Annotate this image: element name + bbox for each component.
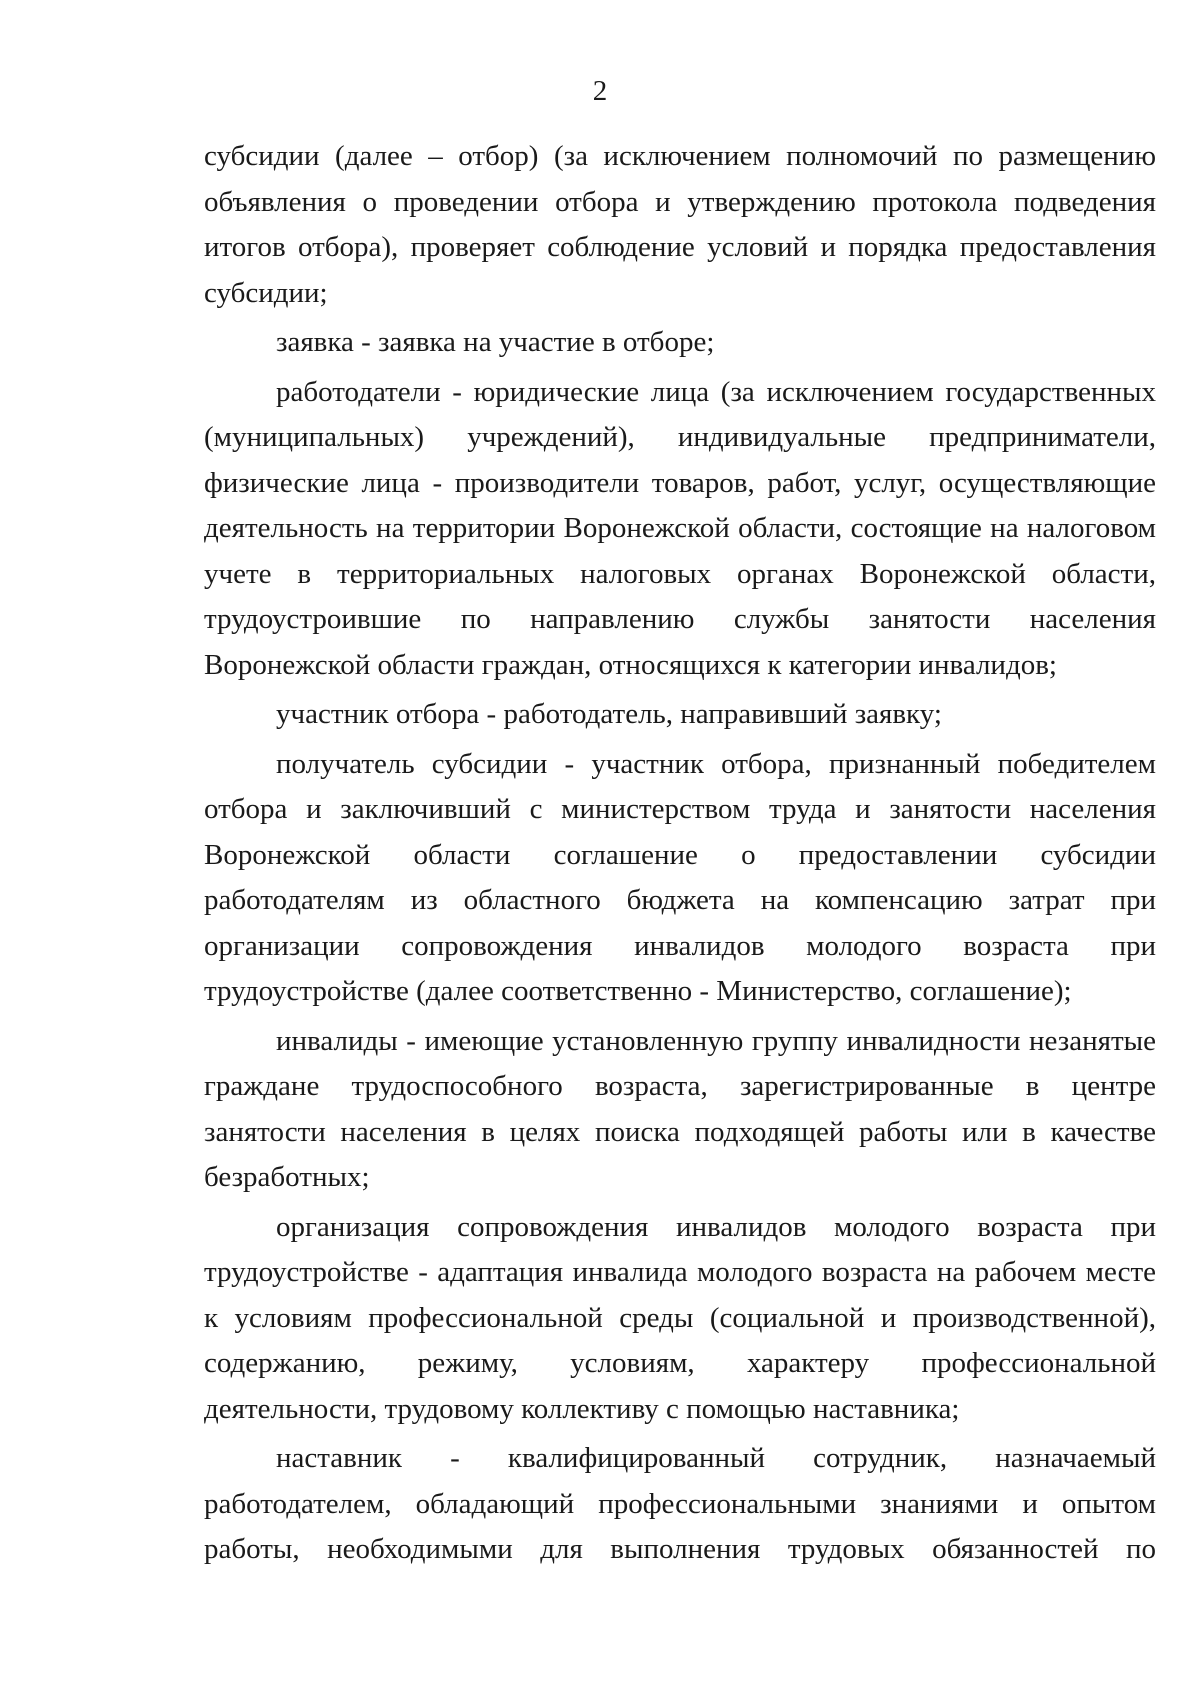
paragraph-recipient-definition: получатель субсидии - участник отбора, признанный победителем отбора и заключивший с министерством труда и занятости населения Воронежской области соглашение о предоставлении субсидии работодателям из областного бюджета на компенсацию затрат при организации сопровождения инвалидов молодого возраста при трудоустройстве (далее соответственно - Министерство, соглашение); (204, 747, 1156, 1007)
paragraph-subsidy-continuation: субсидии (далее – отбор) (за исключением полномочий по размещению объявления о проведении отбора и утверждению протокола подведения итогов отбора), проверяет соблюдение условий и порядка предоставления субсидии; (204, 140, 1156, 309)
paragraph-application-definition: заявка - заявка на участие в отборе; (276, 326, 715, 358)
paragraph-participant-definition: участник отбора - работодатель, направивший заявку; (276, 698, 942, 730)
document-body (204, 134, 1156, 1577)
paragraph-mentor-definition: наставник - квалифицированный сотрудник, назначаемый работодателем, обладающий профессиональными знаниями и опытом работы, необходимыми для выполнения трудовых обязанностей по (204, 1442, 1156, 1565)
paragraph-support-organization-definition: организация сопровождения инвалидов молодого возраста при трудоустройстве - адаптация инвалида молодого возраста на рабочем месте к условиям профессиональной среды (социальной и производственной), содержанию, режиму, условиям, характеру профессиональной деятельности, трудовому коллективу с помощью наставника; (204, 1210, 1156, 1425)
paragraph-employers-definition: работодатели - юридические лица (за исключением государственных (муниципальных) учреждений), индивидуальные предприниматели, физические лица - производители товаров, работ, услуг, осуществляющие деятельность на территории Воронежской области, состоящие на налоговом учете в территориальных налоговых органах Воронежской области, трудоустроившие по направлению службы занятости населения Воронежской области граждан, относящихся к категории инвалидов; (204, 375, 1156, 681)
page-number: 2 (592, 75, 608, 107)
paragraph-disabled-definition: инвалиды - имеющие установленную группу инвалидности незанятые граждане трудоспособного возраста, зарегистрированные в центре занятости населения в целях поиска подходящей работы или в качестве безработных; (204, 1024, 1156, 1193)
